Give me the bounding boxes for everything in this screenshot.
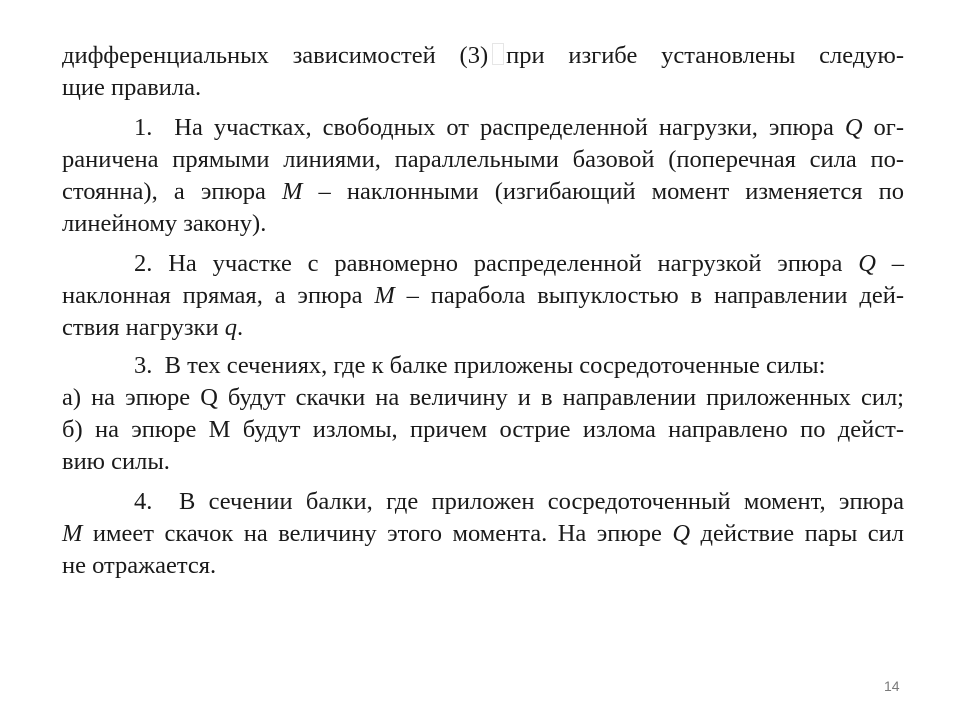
text: стоянна), а эпюра	[62, 178, 282, 205]
rule1-line-4	[62, 208, 904, 240]
intro-text-b: при изгибе установлены следую-	[506, 42, 904, 69]
text: .	[236, 314, 244, 341]
spacer	[62, 478, 904, 486]
page-number: 14	[884, 678, 900, 694]
var-Q: Q	[672, 520, 691, 547]
text: ствия нагрузки	[62, 314, 225, 341]
rule2-line-3	[62, 312, 904, 344]
text: ог-	[862, 114, 904, 141]
spacer	[62, 240, 904, 248]
text: наклонная прямая, а эпюра	[62, 282, 375, 309]
equation-placeholder	[492, 43, 504, 65]
rule2-line-1	[62, 248, 904, 280]
rule2-line-2	[62, 280, 904, 312]
text: – наклонными (изгибающий момент изменяется по	[302, 178, 904, 205]
text: вию силы.	[62, 448, 170, 475]
rule3-line-4	[62, 446, 904, 478]
var-M: M	[374, 282, 395, 309]
intro-text-a: дифференциальных зависимостей (3)	[62, 42, 489, 69]
text: –	[875, 250, 904, 277]
text: линейному закону).	[62, 210, 267, 237]
intro-line-1	[62, 40, 904, 72]
rule4-line-1	[62, 486, 904, 518]
text: 2. На участке с равномерно распределенной нагрузкой эпюра	[134, 250, 859, 277]
text: б) на эпюре М будут изломы, причем острие излома направлено по дейст-	[62, 416, 904, 443]
spacer	[62, 104, 904, 112]
text: – парабола выпуклостью в направлении дей-	[394, 282, 905, 309]
text: раничена прямыми линиями, параллельными базовой (поперечная сила по-	[62, 146, 904, 173]
document-body	[62, 40, 904, 582]
rule1-line-2	[62, 144, 904, 176]
text: 1. На участках, свободных от распределенной нагрузки, эпюра	[134, 114, 845, 141]
var-M: M	[62, 520, 83, 547]
rule3-line-2	[62, 382, 904, 414]
text: не отражается.	[62, 552, 217, 579]
rule3-line-1	[62, 350, 904, 382]
text: а) на эпюре Q будут скачки на величину и в направлении приложенных сил;	[62, 384, 904, 411]
intro-text-c: щие правила.	[62, 74, 202, 101]
rule1-line-3	[62, 176, 904, 208]
var-Q: Q	[858, 250, 876, 277]
var-q: q	[224, 314, 237, 341]
var-Q: Q	[844, 114, 863, 141]
var-M: M	[282, 178, 303, 205]
rule3-line-3	[62, 414, 904, 446]
text: действие пары сил	[690, 520, 904, 547]
rule4-line-2	[62, 518, 904, 550]
text: имеет скачок на величину этого момента. На эпюре	[82, 520, 673, 547]
rule4-line-3	[62, 550, 904, 582]
text: 4. В сечении балки, где приложен сосредоточенный момент, эпюра	[134, 488, 904, 515]
intro-line-2	[62, 72, 904, 104]
text: 3. В тех сечениях, где к балке приложены сосредоточенные силы:	[134, 352, 826, 379]
rule1-line-1	[62, 112, 904, 144]
